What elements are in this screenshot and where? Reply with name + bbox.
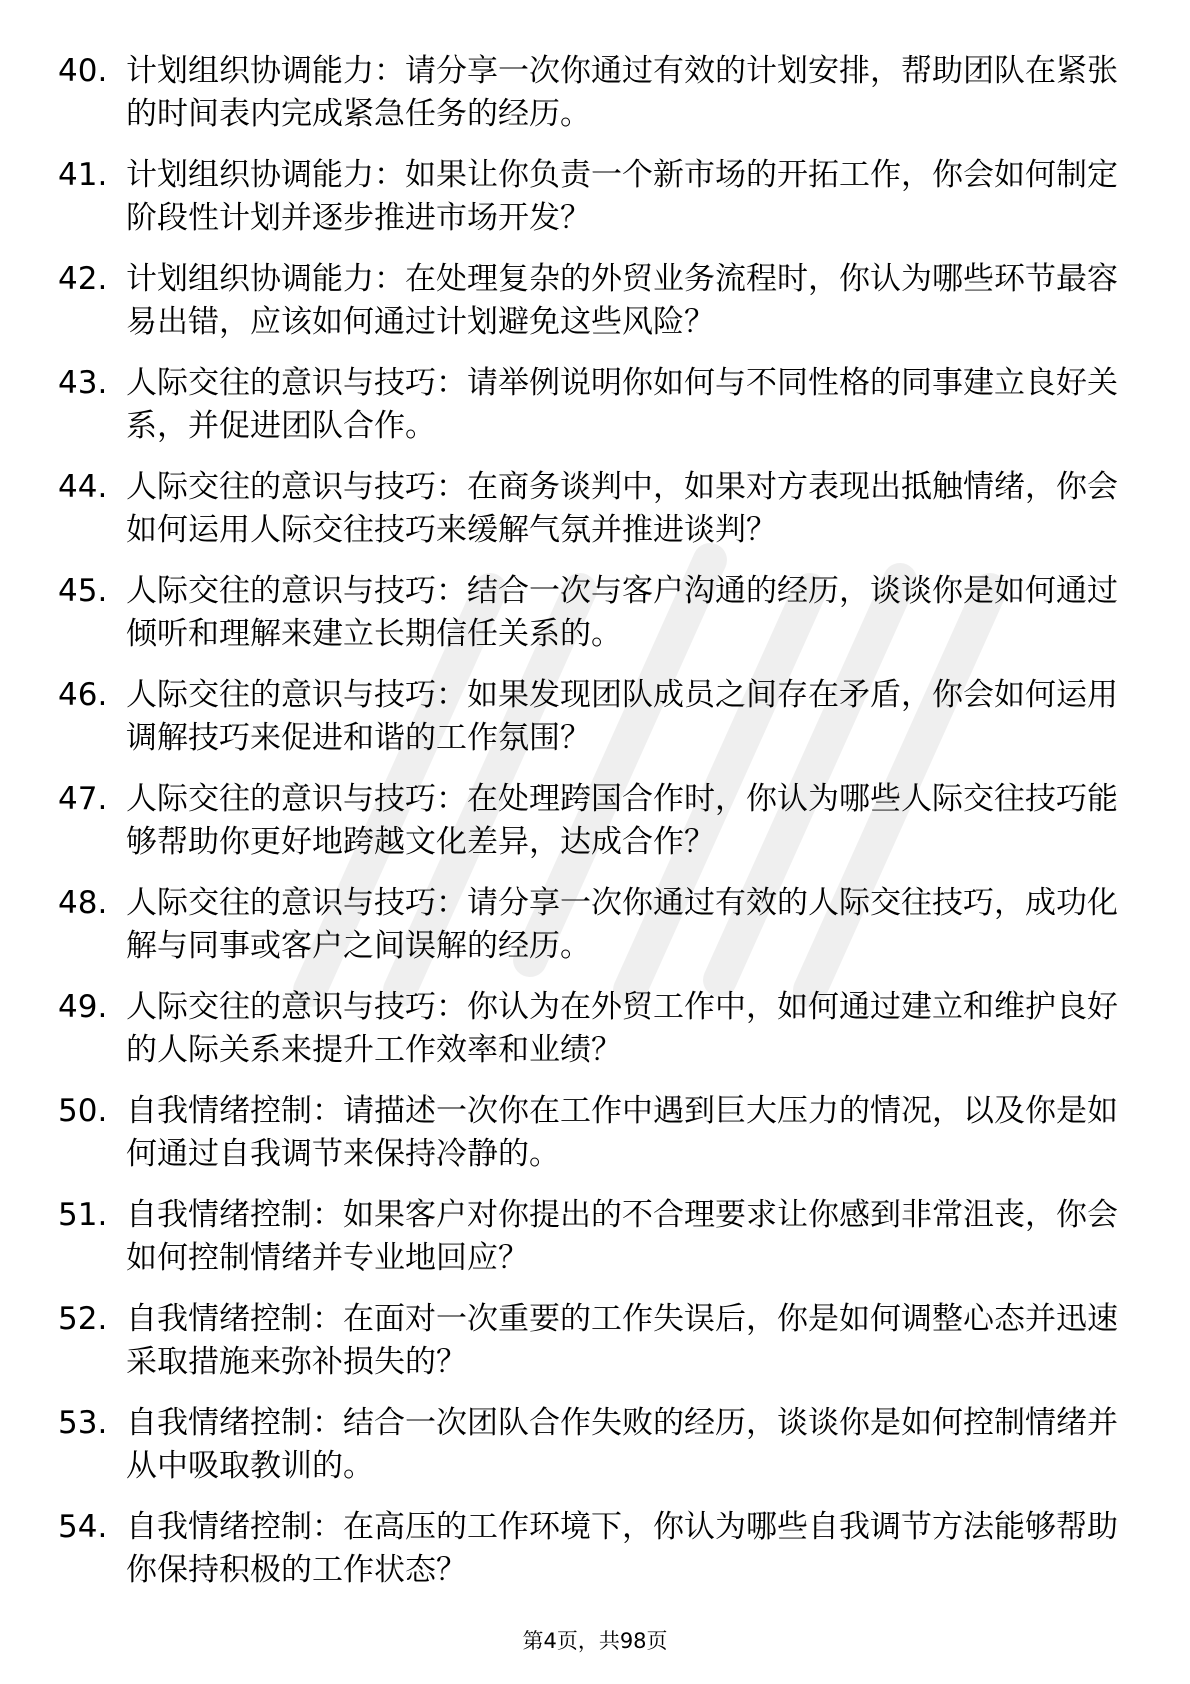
question-number: 43.: [58, 365, 108, 401]
question-item: [58, 50, 1118, 154]
question-text: 自我情绪控制：在高压的工作环境下，你认为哪些自我调节方法能够帮助你保持积极的工作状态？: [126, 1509, 1118, 1588]
question-number: 42.: [58, 261, 108, 297]
question-text: 计划组织协调能力：请分享一次你通过有效的计划安排，帮助团队在紧张的时间表内完成紧急任务的经历。: [126, 53, 1118, 132]
question-text: 计划组织协调能力：如果让你负责一个新市场的开拓工作，你会如何制定阶段性计划并逐步推进市场开发？: [126, 157, 1118, 236]
question-number: 45.: [58, 573, 108, 609]
question-number: 48.: [58, 885, 108, 921]
question-text: 人际交往的意识与技巧：请举例说明你如何与不同性格的同事建立良好关系，并促进团队合作。: [126, 365, 1118, 444]
question-number: 40.: [58, 53, 108, 89]
question-text: 人际交往的意识与技巧：你认为在外贸工作中，如何通过建立和维护良好的人际关系来提升工作效率和业绩？: [126, 989, 1118, 1068]
question-number: 46.: [58, 677, 108, 713]
question-text: 自我情绪控制：在面对一次重要的工作失误后，你是如何调整心态并迅速采取措施来弥补损失的？: [126, 1301, 1118, 1380]
question-text: 人际交往的意识与技巧：结合一次与客户沟通的经历，谈谈你是如何通过倾听和理解来建立长期信任关系的。: [126, 573, 1118, 652]
question-item: [58, 1090, 1118, 1194]
question-number: 47.: [58, 781, 108, 817]
page-number-footer: 第4页，共98页: [522, 1629, 668, 1653]
question-number: 50.: [58, 1093, 108, 1129]
question-item: [58, 466, 1118, 570]
question-list: [58, 50, 1118, 1610]
question-text: 人际交往的意识与技巧：在处理跨国合作时，你认为哪些人际交往技巧能够帮助你更好地跨越文化差异，达成合作？: [126, 781, 1118, 860]
question-item: [58, 986, 1118, 1090]
question-number: 54.: [58, 1509, 108, 1545]
question-number: 51.: [58, 1197, 108, 1233]
question-number: 49.: [58, 989, 108, 1025]
question-item: [58, 882, 1118, 986]
question-text: 人际交往的意识与技巧：如果发现团队成员之间存在矛盾，你会如何运用调解技巧来促进和谐的工作氛围？: [126, 677, 1118, 756]
question-number: 53.: [58, 1405, 108, 1441]
question-item: [58, 1194, 1118, 1298]
question-item: [58, 1402, 1118, 1506]
question-text: 自我情绪控制：请描述一次你在工作中遇到巨大压力的情况，以及你是如何通过自我调节来保持冷静的。: [126, 1093, 1118, 1172]
question-item: [58, 1298, 1118, 1402]
question-text: 人际交往的意识与技巧：请分享一次你通过有效的人际交往技巧，成功化解与同事或客户之间误解的经历。: [126, 885, 1118, 964]
question-text: 计划组织协调能力：在处理复杂的外贸业务流程时，你认为哪些环节最容易出错，应该如何通过计划避免这些风险？: [126, 261, 1118, 340]
question-item: [58, 154, 1118, 258]
question-item: [58, 1506, 1118, 1610]
question-item: [58, 258, 1118, 362]
question-item: [58, 674, 1118, 778]
question-item: [58, 362, 1118, 466]
question-number: 52.: [58, 1301, 108, 1337]
question-item: [58, 570, 1118, 674]
question-number: 41.: [58, 157, 108, 193]
question-text: 自我情绪控制：结合一次团队合作失败的经历，谈谈你是如何控制情绪并从中吸取教训的。: [126, 1405, 1118, 1484]
question-text: 自我情绪控制：如果客户对你提出的不合理要求让你感到非常沮丧，你会如何控制情绪并专业地回应？: [126, 1197, 1118, 1276]
question-item: [58, 778, 1118, 882]
question-number: 44.: [58, 469, 108, 505]
question-text: 人际交往的意识与技巧：在商务谈判中，如果对方表现出抵触情绪，你会如何运用人际交往技巧来缓解气氛并推进谈判？: [126, 469, 1118, 548]
